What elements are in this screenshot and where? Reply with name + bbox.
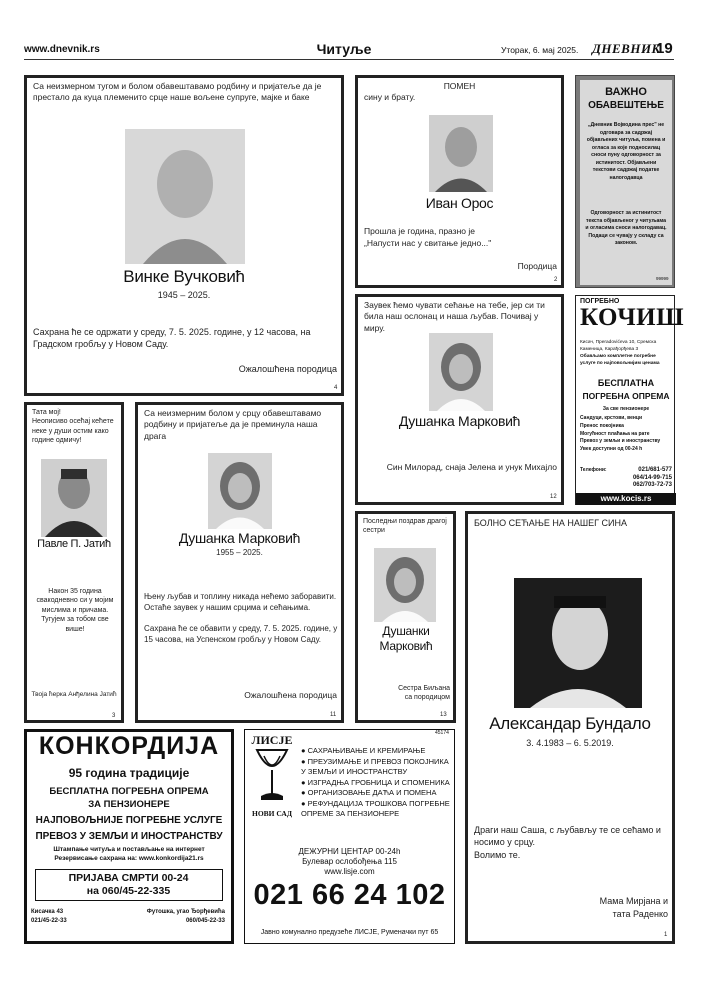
- lisje-services: [301, 746, 453, 820]
- obituary-dusanka-son: [355, 294, 564, 505]
- man-portrait-icon: [514, 578, 642, 708]
- portrait-photo: [429, 333, 493, 411]
- obituary-dusanka: [135, 402, 344, 723]
- kocis-offer-text: Обављамо комплетне погребне услуге по најповољнијим ценама: [580, 354, 660, 366]
- life-years: 3. 4.1983 – 6. 5.2019.: [526, 738, 614, 748]
- notice-heading-1: ВАЖНО: [605, 86, 647, 98]
- notice-intro: Заувек ћемо чувати сећање на тебе, јер си ти била наш ослонац и наша љубав. Почивај у миру.: [364, 300, 545, 333]
- kocis-brand: КОЧИШ: [580, 304, 685, 331]
- notice-intro: сину и брату.: [364, 92, 416, 102]
- kocis-phone[interactable]: 021/681-577: [638, 467, 672, 473]
- notice-number: 1: [664, 932, 668, 938]
- konkordija-report-phone[interactable]: на 060/45-22-335: [86, 885, 171, 897]
- notice-body-2: Волимо те.: [474, 850, 521, 860]
- kocis-feature-list: [580, 415, 672, 454]
- man-portrait-icon: [429, 115, 493, 192]
- konkordija-small-1: Штампање читуља и постављање на интернет: [53, 846, 205, 853]
- kocis-feature: Сандуци, крстови, венци: [580, 415, 643, 421]
- lisje-service: ● САХРАЊИВАЊЕ И КРЕМИРАЊЕ: [301, 746, 426, 755]
- konkordija-left-phone[interactable]: 021/45-22-33: [31, 918, 67, 924]
- kocis-phones: [606, 467, 672, 490]
- notice-body: Након 35 година свакодневно си у мојим мислима и причама. Тугујем за тобом све више!: [36, 588, 114, 633]
- deceased-name: Александар Бундало: [489, 714, 651, 733]
- notice-paragraph-1: „Дневник Војводина прес" не одговара за садржај објављених читуља, помена и огласа за које подносилац сноси пуну одговорност за истинитост. Објављени текстови садржај податке налогодавца: [586, 122, 666, 181]
- notice-body-2: Сахрана ће се обавити у среду, 7. 5. 2025. године, у 15 часова, на Успенском гробљу у Новом Саду.: [144, 624, 338, 644]
- notice-number: 13: [440, 712, 447, 718]
- lisje-service: ● ПРЕУЗИМАЊЕ И ПРЕВОЗ ПОКОЈНИКА У ЗЕМЉИ И ИНОСТРАНСТВУ: [301, 756, 449, 776]
- kocis-phone-label: Телефони:: [580, 467, 607, 473]
- konkordija-report: ПРИЈАВА СМРТИ 00-24: [68, 872, 189, 884]
- konkordija-brand: КОНКОРДИЈА: [38, 732, 220, 760]
- deceased-name: Павле П. Јатић: [37, 538, 111, 550]
- woman-portrait-icon: [374, 548, 436, 622]
- notice-number: 12: [550, 494, 557, 500]
- notice-intro: Последњи поздрав драгој сестри: [363, 518, 447, 535]
- kocis-website[interactable]: www.kocis.rs: [576, 493, 676, 505]
- notice-signature-2: тата Раденко: [612, 909, 668, 919]
- page-number: 19: [656, 40, 673, 57]
- portrait-photo: [514, 578, 642, 708]
- lisje-footer: Јавно комунално предузеће ЛИСЈЕ, Руменачки пут 65: [260, 929, 439, 936]
- page-header: [24, 40, 674, 60]
- kocis-feature: Могућност плаћања на рате: [580, 430, 650, 437]
- kocis-free-2: ПОГРЕБНА ОПРЕМА: [582, 391, 670, 401]
- woman-portrait-icon: [208, 453, 272, 529]
- section-title: Читуље: [316, 41, 372, 57]
- konkordija-line-1: БЕСПЛАТНА ПОГРЕБНА ОПРЕМА: [49, 786, 209, 797]
- notice-signature-1: Мама Мирјана и: [599, 896, 668, 906]
- lisje-website[interactable]: www.lisje.com: [324, 867, 375, 876]
- kocis-feature: Увек доступни од 00-24 h: [580, 446, 643, 452]
- life-years: 1945 – 2025.: [157, 290, 211, 300]
- lisje-logo: [248, 733, 296, 829]
- lisje-city: НОВИ САД: [252, 809, 292, 818]
- kocis-phone[interactable]: 062/703-72-73: [632, 482, 672, 488]
- kocis-feature: Пренос покојника: [580, 422, 624, 429]
- notice-code: 99999: [656, 276, 669, 281]
- portrait-photo: [374, 548, 436, 622]
- lisje-service: ● РЕФУНДАЦИЈА ТРОШКОВА ПОГРЕБНЕ ОПРЕМЕ ЗА ПЕНЗИОНЕРЕ: [301, 798, 450, 818]
- deceased-name: Душанка Марковић: [178, 530, 301, 546]
- issue-date: Уторак, 6. мај 2025.: [501, 45, 579, 55]
- notice-paragraph-2: Одговорност за истинитост текста објављеног у читуљама и огласима сноси налогодавац. Подаци се чувају у складу са законом.: [585, 210, 667, 247]
- portrait-photo: [125, 129, 245, 264]
- cup-icon: [253, 748, 291, 804]
- kocis-pensioners: За све пензионере: [602, 406, 650, 412]
- konkordija-right-phone[interactable]: 060/045-22-33: [185, 918, 225, 924]
- konkordija-line-3: НАЈПОВОЉНИЈЕ ПОГРЕБНЕ УСЛУГЕ: [35, 815, 223, 826]
- lisje-ad: [244, 729, 455, 944]
- konkordija-right-place: Футошка, угао Ђорђевића: [146, 909, 225, 915]
- kocis-funeral-ad: [575, 295, 685, 505]
- memorial-ivan: [355, 75, 564, 288]
- notice-signature: Сестра Биљана са породицом: [398, 685, 450, 702]
- notice-body: Сахрана ће се одржати у среду, 7. 5. 2025. године, у 12 часова, на Градском гробљу у Новом Саду.: [33, 327, 311, 350]
- konkordija-report-box: [35, 869, 223, 901]
- notice-body-1: Драги наш Саша, с љубављу те се сећамо и носимо у срцу.: [474, 825, 661, 848]
- kocis-top: ПОГРЕБНО: [580, 298, 620, 305]
- notice-body-line1: Прошла је година, празно је: [364, 226, 475, 236]
- memorial-pavle: [24, 402, 124, 723]
- memorial-aleksandar: [465, 511, 675, 944]
- notice-intro: Тата мој! Неописиво осећај кећете неке у души остим како године одмичу!: [32, 409, 114, 445]
- lisje-phone[interactable]: 021 66 24 102: [253, 879, 446, 911]
- lisje-service: ● ОРГАНИЗОВАЊЕ ДАЋА И ПОМЕНА: [301, 788, 437, 797]
- deceased-name: Иван Орос: [425, 195, 494, 211]
- notice-intro: Са неизмерним болом у срцу обавештавамо родбину и пријатеље да је преминула наша драга: [144, 408, 322, 441]
- lisje-brand: ЛИСЈЕ: [251, 733, 293, 747]
- konkordija-line-4: ПРЕВОЗ У ЗЕМЉИ И ИНОСТРАНСТВУ: [35, 831, 223, 842]
- notice-number: 4: [334, 385, 338, 391]
- woman-portrait-icon: [125, 129, 245, 264]
- kocis-free-1: БЕСПЛАТНА: [597, 378, 655, 388]
- deceased-name: Душанка Марковић: [398, 413, 521, 429]
- notice-title: БОЛНО СЕЋАЊЕ НА НАШЕГ СИНА: [474, 518, 627, 528]
- notice-intro: Са неизмерном тугом и болом обавештавамо родбину и пријатеље да је престало да куца племенито срце наше вољене супруге, мајке и баке: [33, 81, 322, 103]
- notice-signature: Твоја ћерка Анђелина Јатић: [31, 691, 117, 698]
- konkordija-ad: [24, 729, 234, 944]
- notice-signature: Ожалошћена породица: [244, 690, 337, 700]
- notice-signature: Породица: [517, 261, 557, 271]
- konkordija-tradition: 95 година традиције: [68, 766, 190, 780]
- kocis-address: Кисач, Преradovićeva 10, Сремска Каменица, Карађорђева 3: [580, 340, 657, 352]
- notice-number: 3: [112, 713, 116, 719]
- notice-number: 2: [554, 277, 558, 283]
- important-notice-ad: [575, 75, 675, 288]
- obituary-vinka: [24, 75, 344, 396]
- lisje-address: Булевар ослобођења 115: [302, 857, 397, 866]
- newspaper-logo: ДНЕВНИК: [592, 41, 661, 56]
- deceased-name: Душанки Марковић: [379, 624, 433, 653]
- konkordija-left-place: Кисачка 43: [31, 909, 64, 915]
- man-portrait-icon: [41, 459, 107, 537]
- konkordija-small-2[interactable]: Резервисање сахрана на: www.konkordija21.rs: [54, 855, 204, 862]
- notice-heading-2: ОБАВЕШТЕЊЕ: [588, 100, 664, 111]
- lisje-code: 45174: [435, 730, 449, 736]
- notice-inner: [580, 80, 672, 285]
- notice-number: 11: [330, 712, 337, 718]
- kocis-phone[interactable]: 064/14-99-715: [632, 474, 672, 481]
- notice-signature: Син Милорад, снаја Јелена и унук Михајло: [386, 462, 557, 472]
- notice-body-line2: „Напусти нас у свитање једно...": [364, 238, 492, 248]
- farewell-dusanka-sister: [355, 511, 456, 723]
- portrait-photo: [208, 453, 272, 529]
- lisje-service: ● ИЗГРАДЊА ГРОБНИЦА И СПОМЕНИКА: [301, 777, 450, 787]
- woman-portrait-icon: [429, 333, 493, 411]
- site-url[interactable]: www.dnevnik.rs: [24, 44, 100, 55]
- portrait-photo: [429, 115, 493, 192]
- notice-title: ПОМЕН: [443, 81, 476, 91]
- kocis-feature: Превоз у земљи и иностранству: [580, 438, 661, 445]
- konkordija-line-2: ЗА ПЕНЗИОНЕРЕ: [88, 799, 170, 810]
- deceased-name: Винке Вучковић: [123, 267, 245, 286]
- life-years: 1955 – 2025.: [216, 548, 263, 557]
- notice-signature: Ожалошћена породица: [238, 364, 337, 374]
- kocis-offer: [580, 354, 672, 367]
- notice-body-1: Њену љубав и топлину никада нећемо заборавити. Остаће заувек у нашим срцима и сећањима.: [144, 592, 337, 612]
- lisje-center: ДЕЖУРНИ ЦЕНТАР 00-24h: [298, 847, 401, 856]
- portrait-photo: [41, 459, 107, 537]
